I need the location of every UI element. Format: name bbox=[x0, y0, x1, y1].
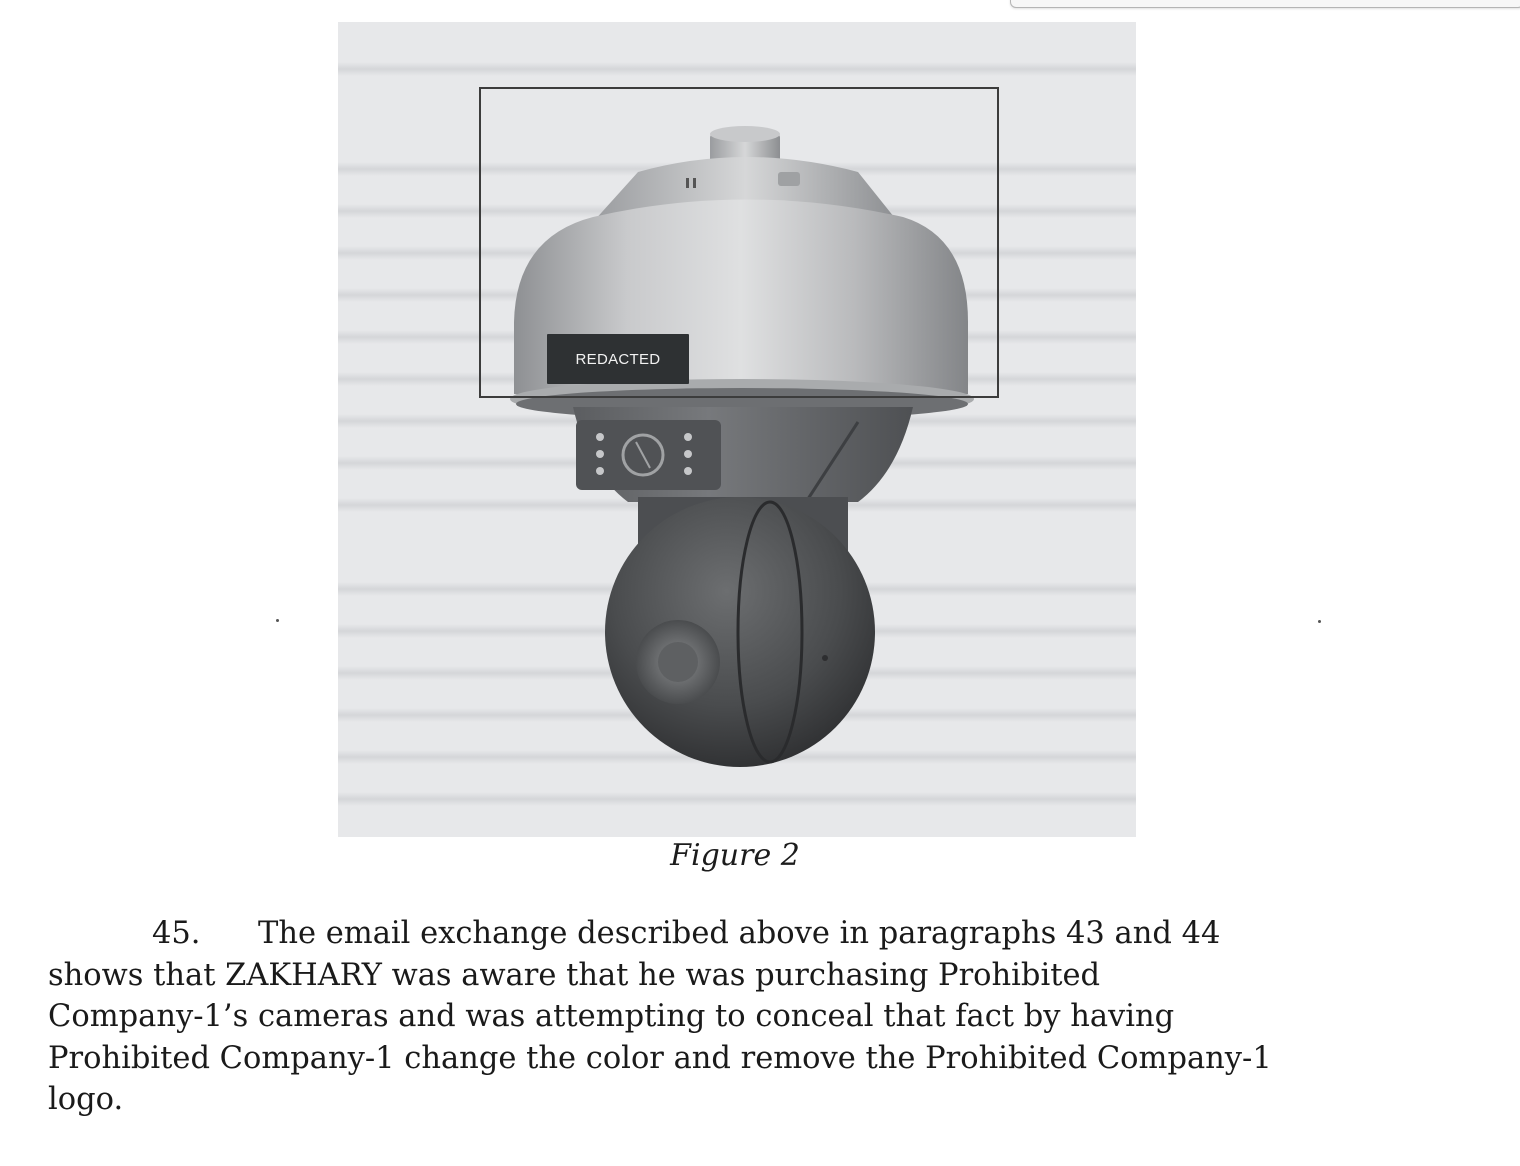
figure-image bbox=[338, 22, 1136, 837]
camera-ir-led bbox=[596, 433, 604, 441]
scan-speck bbox=[276, 619, 279, 622]
paragraph-45 bbox=[48, 913, 1488, 1121]
camera-ir-led bbox=[684, 467, 692, 475]
camera-ball bbox=[605, 497, 875, 767]
camera-ir-led bbox=[596, 467, 604, 475]
paragraph-line bbox=[48, 913, 1488, 955]
camera-ir-led bbox=[684, 433, 692, 441]
redacted-badge: REDACTED bbox=[547, 334, 689, 384]
camera-ir-led bbox=[684, 450, 692, 458]
paragraph-line-text: The email exchange described above in paragraphs 43 and 44 bbox=[258, 916, 1221, 951]
paragraph-line: Prohibited Company-1 change the color and remove the Prohibited Company-1 bbox=[48, 1040, 1272, 1076]
camera-ball-dot bbox=[822, 655, 828, 661]
camera-lens-inner bbox=[658, 642, 698, 682]
paragraph-number: 45. bbox=[152, 916, 201, 951]
paragraph-line: Company-1’s cameras and was attempting to conceal that fact by having bbox=[48, 999, 1175, 1034]
figure-caption: Figure 2 bbox=[670, 838, 800, 873]
paragraph-line: logo. bbox=[48, 1082, 124, 1117]
scan-speck bbox=[1318, 620, 1321, 623]
paragraph-line: shows that ZAKHARY was aware that he was purchasing Prohibited bbox=[48, 957, 1101, 993]
window-corner-frame bbox=[1010, 0, 1520, 8]
camera-ir-led bbox=[596, 450, 604, 458]
